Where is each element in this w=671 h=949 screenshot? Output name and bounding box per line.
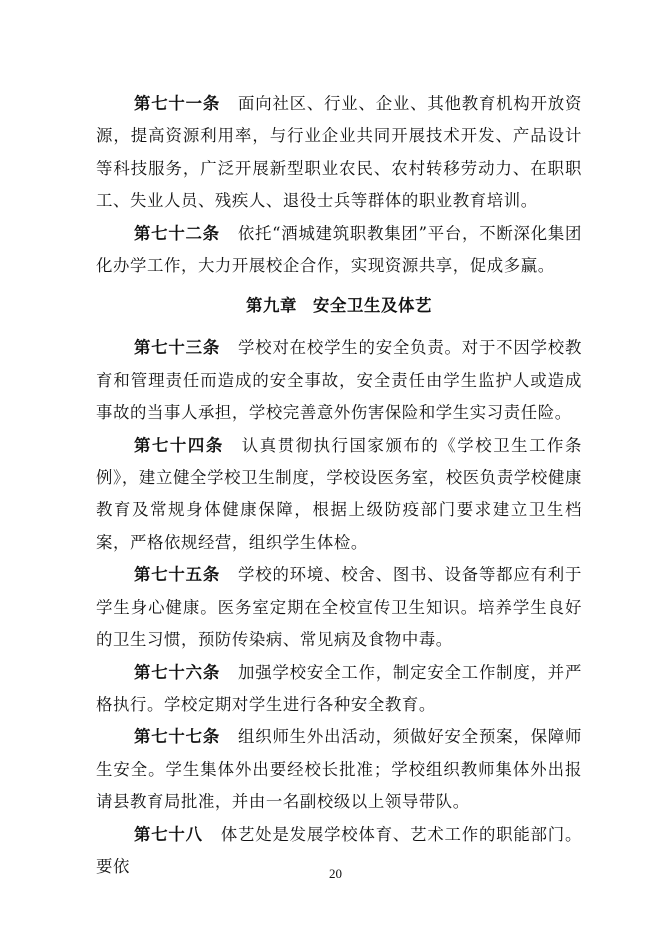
article-77: [96, 721, 582, 818]
article-text: 加强学校安全工作，制定安全工作制度，并严格执行。学校定期对学生进行各种安全教育。: [96, 662, 583, 714]
article-76: [96, 657, 582, 722]
article-71: [96, 88, 582, 218]
page-content: [96, 88, 582, 883]
article-text: 体艺处是发展学校体育、艺术工作的职能部门。要依: [96, 824, 582, 876]
article-text: 面向社区、行业、企业、其他教育机构开放资源，提高资源利用率，与行业企业共同开展技术开发、产品设计等科技服务，广泛开展新型职业农民、农村转移劳动力、在职职工、失业人员、残疾人、退役士兵等群体的职业教育培训。: [96, 94, 583, 211]
article-number: 第七十四条: [134, 435, 224, 455]
article-number: 第七十三条: [134, 338, 221, 358]
article-number: 第七十六条: [134, 662, 221, 682]
article-number: 第七十二条: [134, 223, 220, 243]
article-number: 第七十一条: [134, 94, 221, 113]
article-number: 第七十五条: [134, 565, 221, 585]
article-72: [96, 218, 582, 283]
article-text: 学校对在校学生的安全负责。对于不因学校教育和管理责任而造成的安全事故，安全责任由学生监护人或造成事故的当事人承担，学校完善意外伤害保险和学生实习责任险。: [96, 338, 583, 423]
chapter-number: 第九章: [246, 296, 298, 316]
chapter-heading: [96, 290, 582, 322]
article-73: [96, 332, 582, 429]
page-number: 20: [329, 866, 342, 881]
article-75: [96, 559, 582, 656]
article-number: 第七十八: [134, 824, 203, 844]
article-text: 依托“酒城建筑职教集团”平台，不断深化集团化办学工作，大力开展校企合作，实现资源共享，促成多赢。: [96, 223, 583, 276]
article-text: 认真贯彻执行国家颁布的《学校卫生工作条例》，建立健全学校卫生制度，学校设医务室，校医负责学校健康教育及常规身体健康保障，根据上级防疫部门要求建立卫生档案，严格依规经营，组织学生体检。: [96, 435, 583, 552]
chapter-title: 安全卫生及体艺: [313, 296, 432, 316]
article-74: [96, 430, 582, 560]
article-text: 组织师生外出活动，须做好安全预案，保障师生安全。学生集体外出要经校长批准；学校组织教师集体外出报请县教育局批准，并由一名副校级以上领导带队。: [96, 727, 583, 812]
article-text: 学校的环境、校舍、图书、设备等都应有利于学生身心健康。医务室定期在全校宣传卫生知识。培养学生良好的卫生习惯，预防传染病、常见病及食物中毒。: [96, 565, 583, 650]
article-number: 第七十七条: [134, 727, 221, 747]
